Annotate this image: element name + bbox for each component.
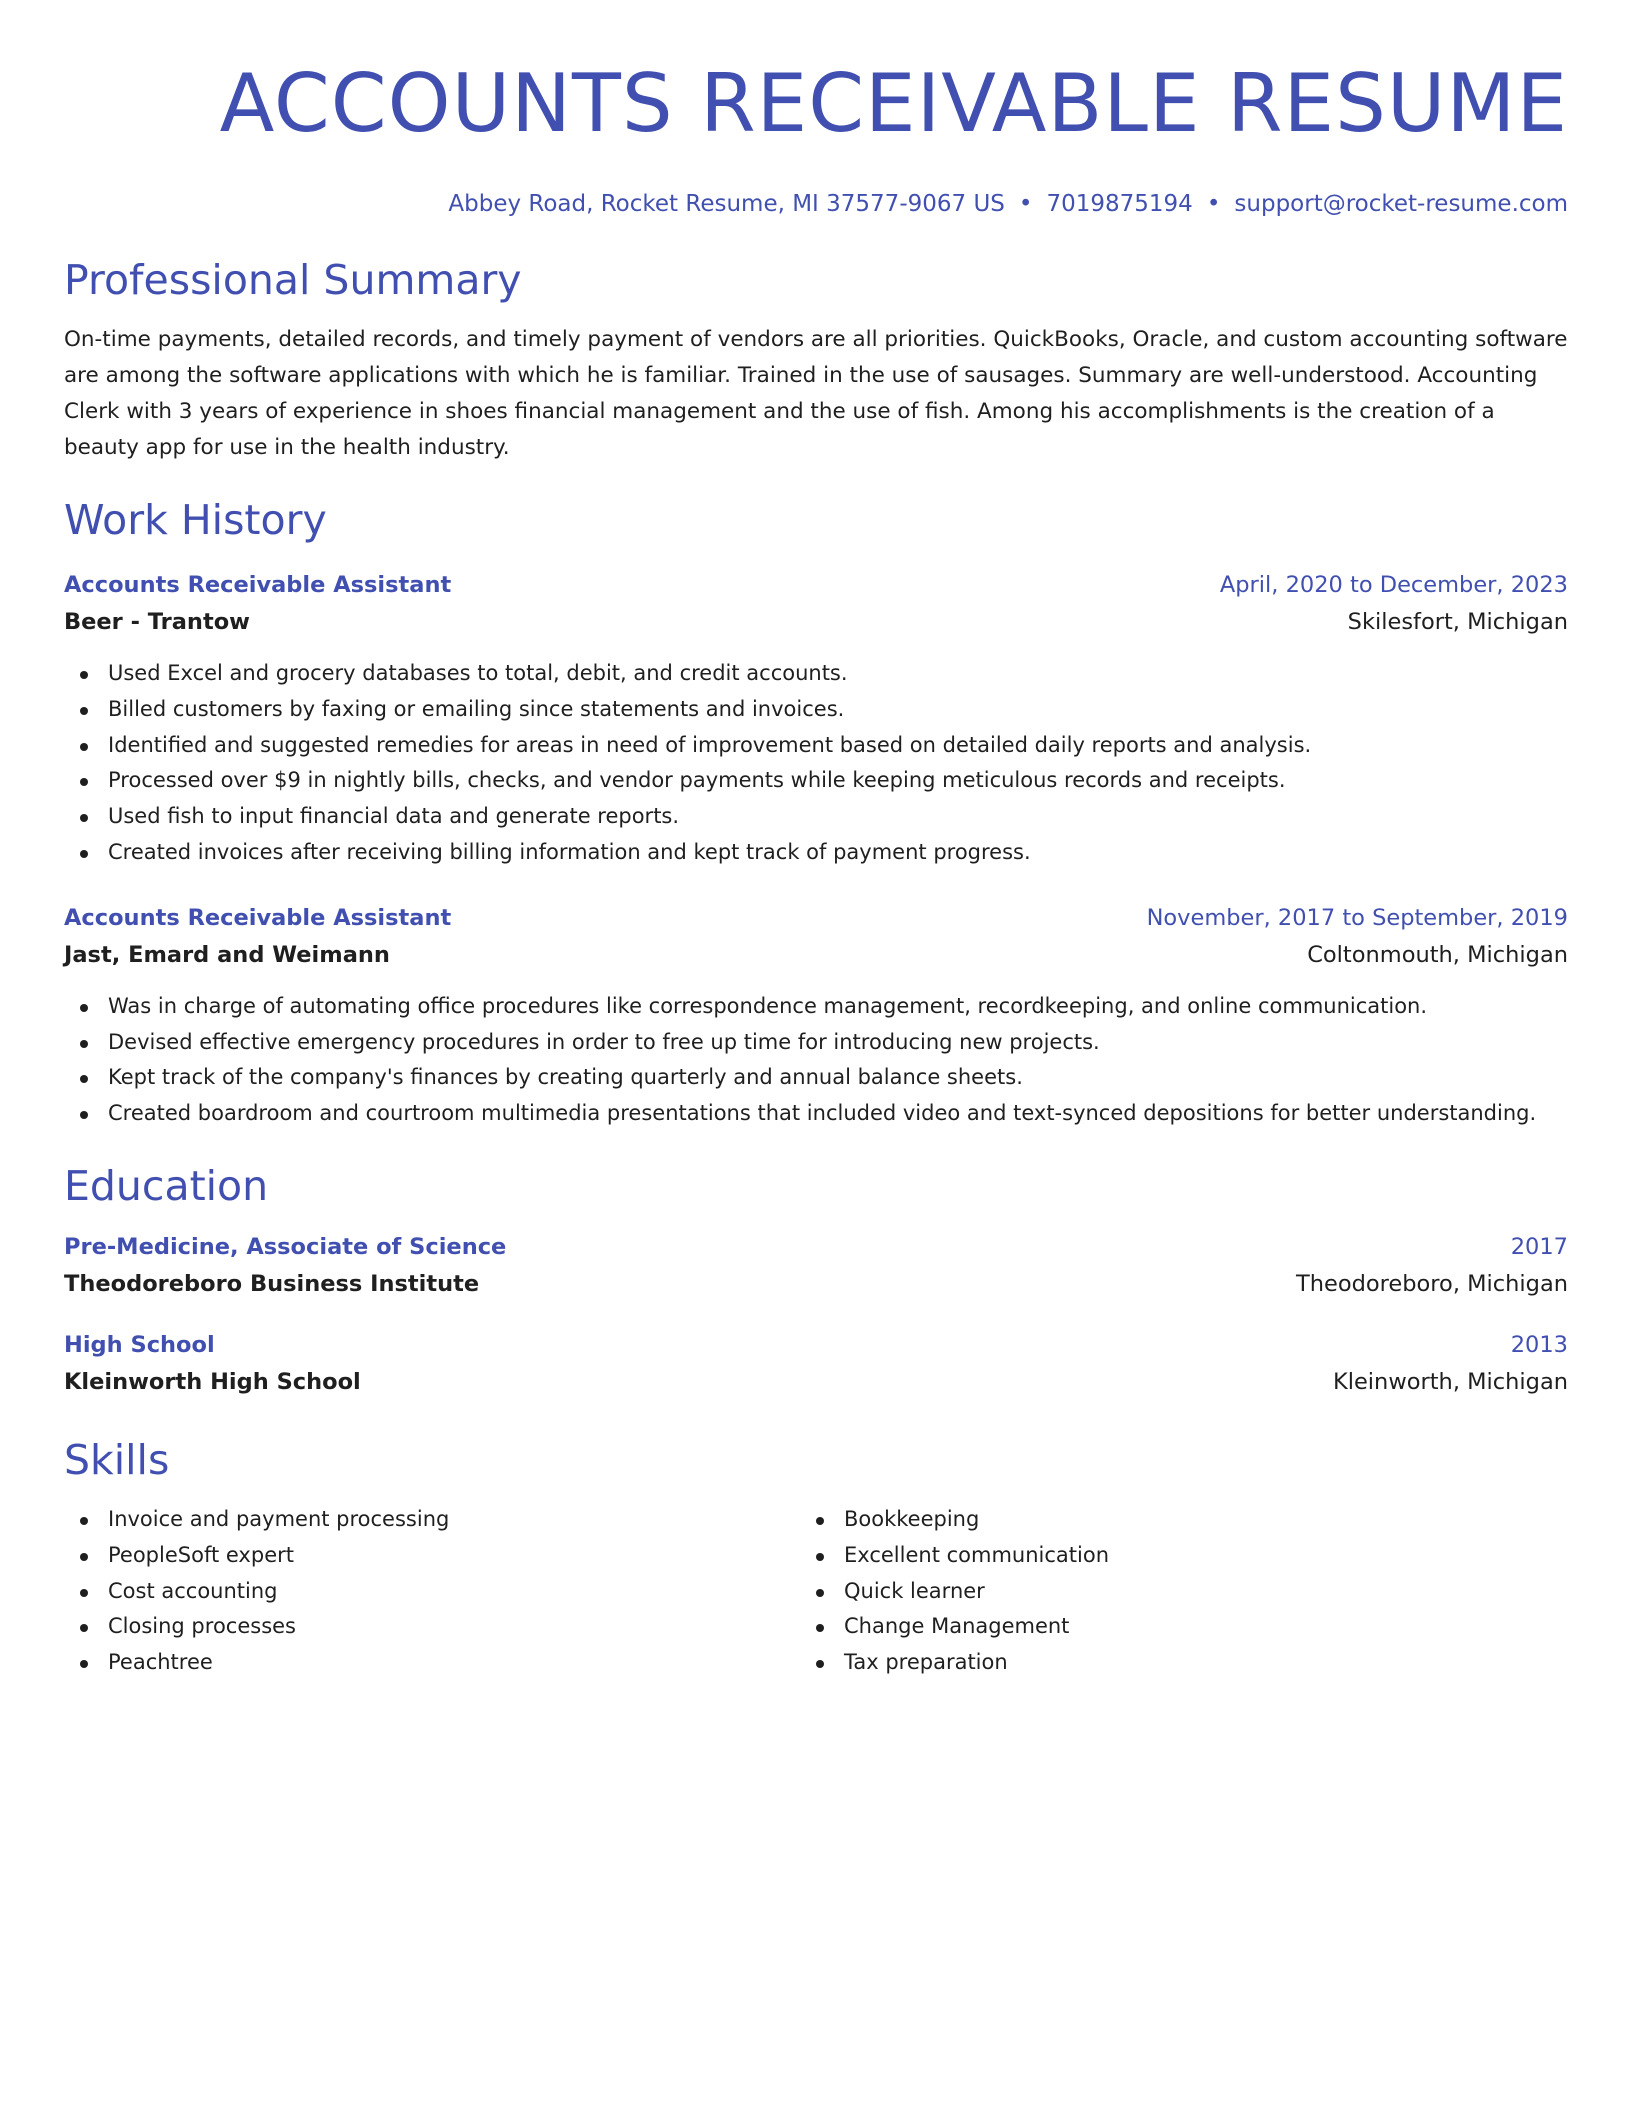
section-heading-summary: Professional Summary	[64, 256, 522, 304]
education-year: 2013	[1510, 1331, 1568, 1358]
job-title: Accounts Receivable Assistant	[64, 904, 452, 931]
education-year: 2017	[1510, 1233, 1568, 1260]
education-degree: High School	[64, 1331, 215, 1358]
job-bullet: Used Excel and grocery databases to total, debit, and credit accounts.	[64, 656, 1568, 692]
education-location: Kleinworth, Michigan	[1332, 1368, 1568, 1395]
resume-header	[64, 56, 1568, 220]
education-entry	[64, 1230, 1568, 1304]
job-bullet: Identified and suggested remedies for areas in need of improvement based on detailed daily reports and analysis.	[64, 728, 1568, 764]
job-dates: April, 2020 to December, 2023	[1219, 572, 1568, 598]
skill-item: Change Management	[800, 1609, 1536, 1645]
skill-item: Cost accounting	[64, 1574, 800, 1610]
skill-item: Excellent communication	[800, 1538, 1536, 1574]
education-section	[64, 1160, 1568, 1402]
job-title-row	[64, 901, 1568, 935]
job-bullet: Processed over $9 in nightly bills, checks, and vendor payments while keeping meticulous records and receipts.	[64, 763, 1568, 799]
job-bullet: Was in charge of automating office procedures like correspondence management, recordkeeping, and online communication.	[64, 989, 1568, 1025]
job-bullet: Used fish to input financial data and generate reports.	[64, 799, 1568, 835]
skills-section	[64, 1434, 1568, 1681]
job-bullet-list	[64, 656, 1568, 871]
skill-item: Peachtree	[64, 1645, 800, 1681]
section-heading-education: Education	[64, 1161, 269, 1210]
job-bullet: Created boardroom and courtroom multimedia presentations that included video and text-synced depositions for better understanding.	[64, 1096, 1568, 1132]
document-title: ACCOUNTS RECEIVABLE RESUME	[219, 57, 1568, 150]
job-title-row	[64, 568, 1568, 602]
education-degree: Pre-Medicine, Associate of Science	[64, 1233, 507, 1260]
job-bullet: Created invoices after receiving billing information and kept track of payment progress.	[64, 835, 1568, 871]
job-dates: November, 2017 to September, 2019	[1146, 904, 1568, 931]
education-degree-row	[64, 1230, 1568, 1264]
skill-item: Quick learner	[800, 1574, 1536, 1610]
job-bullet: Billed customers by faxing or emailing since statements and invoices.	[64, 692, 1568, 728]
work-history-section	[64, 494, 1568, 1132]
skills-column-left	[64, 1502, 800, 1681]
skills-grid	[64, 1502, 1568, 1681]
education-degree-row	[64, 1328, 1568, 1362]
contact-separator: •	[1018, 191, 1033, 217]
job-entry	[64, 568, 1568, 871]
skill-item: Closing processes	[64, 1609, 800, 1645]
education-entry	[64, 1328, 1568, 1402]
job-company-row	[64, 935, 1568, 975]
skill-item: Bookkeeping	[800, 1502, 1536, 1538]
contact-line	[64, 188, 1568, 220]
job-company-row	[64, 602, 1568, 642]
job-company: Beer - Trantow	[64, 609, 250, 635]
education-school: Kleinworth High School	[64, 1368, 361, 1395]
education-school-row	[64, 1264, 1568, 1304]
contact-separator: •	[1206, 191, 1221, 217]
section-heading-skills: Skills	[64, 1435, 170, 1484]
job-company: Jast, Emard and Weimann	[64, 941, 390, 968]
skill-item: PeopleSoft expert	[64, 1538, 800, 1574]
job-bullet: Devised effective emergency procedures in order to free up time for introducing new projects.	[64, 1025, 1568, 1061]
job-title: Accounts Receivable Assistant	[64, 572, 452, 598]
contact-email: support@rocket-resume.com	[1234, 191, 1568, 217]
job-bullet-list	[64, 989, 1568, 1132]
job-bullet: Kept track of the company's finances by creating quarterly and annual balance sheets.	[64, 1060, 1568, 1096]
contact-address: Abbey Road, Rocket Resume, MI 37577-9067 US	[448, 191, 1005, 217]
job-location: Skilesfort, Michigan	[1347, 609, 1568, 635]
education-school-row	[64, 1362, 1568, 1402]
skill-item: Invoice and payment processing	[64, 1502, 800, 1538]
education-school: Theodoreboro Business Institute	[64, 1270, 480, 1297]
skill-item: Tax preparation	[800, 1645, 1536, 1681]
summary-text: On-time payments, detailed records, and timely payment of vendors are all priorities. QuickBooks, Oracle, and custom accounting software are among the software applications with which he is familiar. Trained in the use of sausages. Summary are well-understood. Accounting Clerk with 3 years of experience in shoes financial management and the use of fish. Among his accomplishments is the creation of a beauty app for use in the health industry.	[64, 327, 1568, 460]
section-heading-work-history: Work History	[64, 496, 327, 544]
contact-phone: 7019875194	[1046, 191, 1193, 217]
job-entry	[64, 901, 1568, 1132]
education-location: Theodoreboro, Michigan	[1295, 1270, 1568, 1297]
job-location: Coltonmouth, Michigan	[1307, 941, 1568, 968]
summary-section	[64, 254, 1568, 466]
skills-column-right	[800, 1502, 1536, 1681]
